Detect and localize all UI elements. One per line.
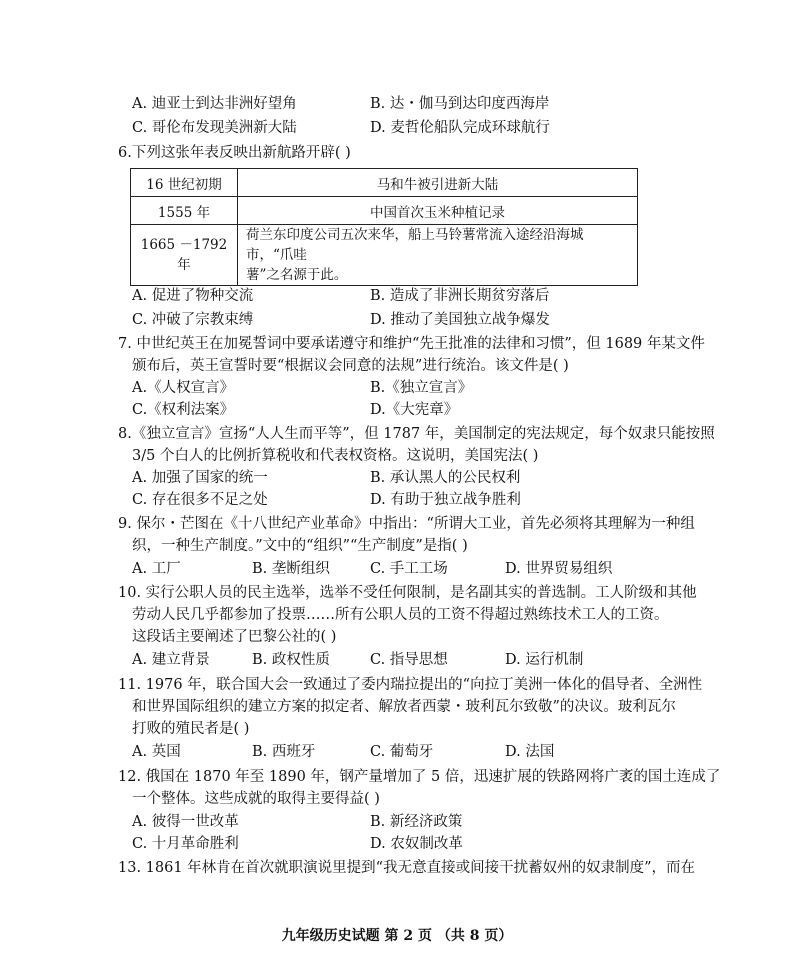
q9-option-a: A. 工厂 — [132, 561, 181, 577]
q6-option-d: D. 推动了美国独立战争爆发 — [370, 312, 550, 328]
q11-stem-line3: 打败的殖民者是( ) — [132, 721, 250, 737]
q11-stem-line1: 11. 1976 年，联合国大会一致通过了委内瑞拉提出的“向拉丁美洲一体化的倡导者、全洲性 — [118, 677, 703, 693]
q9-option-b: B. 垄断组织 — [252, 561, 330, 577]
q11-option-d: D. 法国 — [505, 744, 555, 760]
table-cell-time: 1555 年 — [131, 197, 238, 225]
q5-option-c: C. 哥伦布发现美洲新大陆 — [132, 120, 297, 136]
q6-stem: 6.下列这张年表反映出新航路开辟( ) — [118, 145, 351, 161]
q12-option-d: D. 农奴制改革 — [370, 836, 463, 852]
q5-option-d: D. 麦哲伦船队完成环球航行 — [370, 120, 550, 136]
table-row — [131, 225, 638, 286]
q5-option-a: A. 迪亚士到达非洲好望角 — [132, 96, 297, 112]
q8-option-d: D. 有助于独立战争胜利 — [370, 492, 521, 508]
q10-option-a: A. 建立背景 — [132, 652, 210, 668]
q7-stem-line2: 颁布后，英王宣誓时要“根据议会同意的法规”进行统治。该文件是( ) — [132, 358, 569, 374]
q7-option-c: C.《权利法案》 — [132, 402, 235, 418]
q7-option-b: B.《独立宣言》 — [370, 380, 473, 396]
q10-stem-line3: 这段话主要阐述了巴黎公社的( ) — [132, 629, 337, 645]
page-footer: 九年级历史试题 第 2 页 （共 8 页） — [281, 928, 513, 944]
table-cell-event — [238, 225, 638, 286]
q10-option-b: B. 政权性质 — [252, 652, 330, 668]
table-cell-event: 马和牛被引进新大陆 — [238, 169, 638, 197]
table-cell-time: 16 世纪初期 — [131, 169, 238, 197]
q9-option-c: C. 手工工场 — [370, 561, 448, 577]
table-cell-event-line: 荷兰东印度公司五次来华，船上马铃薯常流入途经沿海城市，“爪哇 — [246, 227, 584, 263]
q11-option-a: A. 英国 — [132, 744, 181, 760]
q10-stem-line2: 劳动人民几乎都参加了投票……所有公职人员的工资不得超过熟练技术工人的工资。 — [132, 607, 669, 623]
q12-option-c: C. 十月革命胜利 — [132, 836, 239, 852]
q12-option-b: B. 新经济政策 — [370, 814, 463, 830]
q12-option-a: A. 彼得一世改革 — [132, 814, 239, 830]
q8-stem-line1: 8.《独立宣言》宣扬“人人生而平等”，但 1787 年，美国制定的宪法规定，每个奴隶只能按照 — [118, 426, 715, 442]
q8-option-c: C. 存在很多不足之处 — [132, 492, 268, 508]
q7-stem-line1: 7. 中世纪英王在加冕誓词中要承诺遵守和维护“先王批准的法律和习惯”，但 1689 年某文件 — [118, 336, 705, 352]
table-row — [131, 169, 638, 197]
table-cell-event: 中国首次玉米种植记录 — [238, 197, 638, 225]
q12-stem-line1: 12. 俄国在 1870 年至 1890 年，钢产量增加了 5 倍，迅速扩展的铁路网将广袤的国土连成了 — [118, 769, 721, 785]
q5-option-b: B. 达・伽马到达印度西海岸 — [370, 96, 550, 112]
q7-option-d: D.《大宪章》 — [370, 402, 459, 418]
q7-option-a: A.《人权宣言》 — [132, 380, 235, 396]
q10-option-c: C. 指导思想 — [370, 652, 448, 668]
q9-option-d: D. 世界贸易组织 — [505, 561, 613, 577]
q9-stem-line2: 织，一种生产制度。”文中的“组织”“生产制度”是指( ) — [132, 538, 468, 554]
q10-stem-line1: 10. 实行公职人员的民主选举，选举不受任何限制，是名副其实的普选制。工人阶级和其他 — [118, 585, 697, 601]
q9-stem-line1: 9. 保尔・芒图在《十八世纪产业革命》中指出：“所谓大工业，首先必须将其理解为一种组 — [118, 516, 695, 532]
q11-option-c: C. 葡萄牙 — [370, 744, 434, 760]
q6-option-c: C. 冲破了宗教束缚 — [132, 312, 254, 328]
q6-timeline-table — [130, 168, 638, 286]
q6-option-b: B. 造成了非洲长期贫穷落后 — [370, 288, 550, 304]
q8-stem-line2: 3/5 个白人的比例折算税收和代表权资格。这说明，美国宪法( ) — [132, 448, 539, 464]
q6-option-a: A. 促进了物种交流 — [132, 288, 254, 304]
q8-option-b: B. 承认黑人的公民权利 — [370, 470, 521, 486]
table-cell-event-line: 薯”之名源于此。 — [246, 267, 348, 283]
q11-option-b: B. 西班牙 — [252, 744, 316, 760]
q8-option-a: A. 加强了国家的统一 — [132, 470, 268, 486]
table-row — [131, 197, 638, 225]
q13-stem-line1: 13. 1861 年林肯在首次就职演说里提到“我无意直接或间接干扰蓄奴州的奴隶制度”，而在 — [118, 860, 696, 876]
q12-stem-line2: 一个整体。这些成就的取得主要得益( ) — [132, 791, 380, 807]
q10-option-d: D. 运行机制 — [505, 652, 584, 668]
q11-stem-line2: 和世界国际组织的建立方案的拟定者、解放者西蒙・玻利瓦尔致敬”的决议。玻利瓦尔 — [132, 699, 676, 715]
table-cell-time: 1665 －1792 年 — [131, 225, 238, 286]
